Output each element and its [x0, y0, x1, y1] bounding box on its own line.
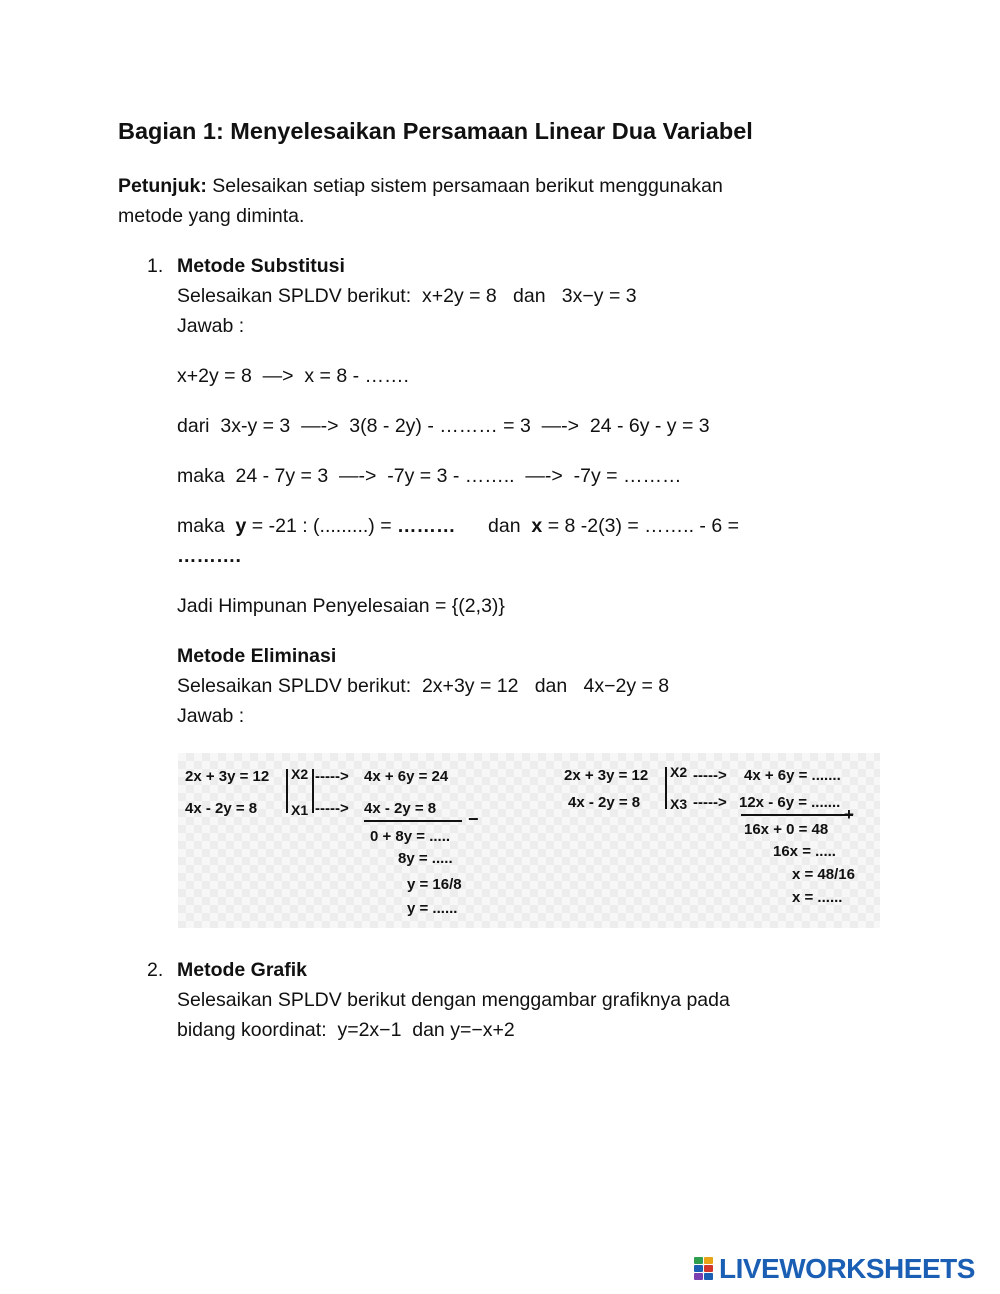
q2-heading: Metode Grafik	[177, 959, 308, 981]
q1-answer-label: Jawab :	[177, 315, 245, 337]
elim-left-res1: 4x + 6y = 24	[364, 768, 449, 785]
elim-right-sum-line	[741, 814, 853, 816]
q1-solution: Jadi Himpunan Penyelesaian = {(2,3)}	[177, 595, 505, 617]
elim-left-mult1: X2	[291, 766, 309, 782]
q1-prompt: Selesaikan SPLDV berikut: x+2y = 8 dan 3x−y = 3	[177, 285, 637, 307]
q1-step-2[interactable]: dari 3x-y = 3 —-> 3(8 - 2y) - ……… = 3 —-> 24 - 6y - y = 3	[177, 415, 710, 437]
elim-left-eq2: 4x - 2y = 8	[185, 800, 258, 817]
elim-left-sum-line	[364, 820, 462, 822]
elim-right-mult2: X3	[670, 796, 688, 812]
elim-right-r4[interactable]: x = ......	[792, 889, 843, 906]
elim-left-r3: y = 16/8	[407, 876, 462, 893]
elim-left-r2[interactable]: 8y = .....	[398, 850, 453, 867]
liveworksheets-icon	[693, 1255, 715, 1283]
elim-right-arrow2: ----->	[693, 794, 727, 811]
elim-left-arrow1: ----->	[315, 768, 349, 785]
elim-left-r4[interactable]: y = ......	[407, 900, 458, 917]
q1-heading: Metode Substitusi	[177, 255, 345, 277]
instruction-line-1	[118, 171, 723, 201]
instruction-line-2: metode yang diminta.	[118, 205, 305, 227]
elim-left-operator: −	[468, 809, 479, 829]
elim-right-r3: x = 48/16	[792, 866, 855, 883]
q1-step-4-blank-2[interactable]: ……….	[177, 545, 241, 567]
q1-step-4-blank-1[interactable]: ………	[397, 515, 456, 537]
q2-line-1: Selesaikan SPLDV berikut dengan menggambar grafiknya pada	[177, 989, 730, 1011]
elim-left-bracket-a	[286, 769, 288, 813]
elim-right-mult1: X2	[670, 764, 688, 780]
q2-line-2: bidang koordinat: y=2x−1 dan y=−x+2	[177, 1019, 515, 1041]
elim-left-bracket-b	[312, 769, 314, 813]
elim-left-res2: 4x - 2y = 8	[364, 800, 437, 817]
liveworksheets-wordmark: LIVEWORKSHEETS	[719, 1253, 975, 1284]
elim-right-res1[interactable]: 4x + 6y = .......	[744, 767, 841, 784]
elim-right-r1: 16x + 0 = 48	[744, 821, 829, 838]
instruction-text: Selesaikan setiap sistem persamaan berikut menggunakan	[206, 175, 723, 197]
q1-step-1[interactable]: x+2y = 8 —> x = 8 - …….	[177, 365, 409, 387]
elim-right-res2[interactable]: 12x - 6y = .......	[739, 794, 841, 811]
q1-number: 1.	[147, 255, 164, 277]
elim-left-arrow2: ----->	[315, 800, 349, 817]
q1-step-4-x: x	[531, 515, 543, 537]
elim-right-r2[interactable]: 16x = .....	[773, 843, 836, 860]
elim-right-bracket	[665, 767, 667, 809]
elim-right-arrow1: ----->	[693, 767, 727, 784]
elim-prompt: Selesaikan SPLDV berikut: 2x+3y = 12 dan 4x−2y = 8	[177, 675, 670, 697]
q1-step-4[interactable]	[177, 511, 739, 541]
q1-step-3[interactable]: maka 24 - 7y = 3 —-> -7y = 3 - …….. —-> -7y = ………	[177, 465, 682, 487]
elim-left-eq1: 2x + 3y = 12	[185, 768, 270, 785]
elim-left-mult2: X1	[291, 802, 309, 818]
q1-step-4-text-d: = 8 -2(3) = …….. - 6 =	[542, 515, 739, 537]
instruction-label: Petunjuk:	[118, 175, 207, 197]
liveworksheets-logo	[693, 1253, 975, 1285]
q1-step-4-text-b: = -21 : (.........) =	[246, 515, 398, 537]
elim-right-eq1: 2x + 3y = 12	[564, 767, 649, 784]
elim-answer-label: Jawab :	[177, 705, 245, 727]
elim-right-eq2: 4x - 2y = 8	[568, 794, 641, 811]
q2-number: 2.	[147, 959, 164, 981]
section-title: Bagian 1: Menyelesaikan Persamaan Linear Dua Variabel	[118, 118, 753, 144]
q1-step-4-text-a: maka	[177, 515, 236, 537]
elimination-worked-example	[178, 753, 880, 928]
q1-step-4-text-c: dan	[455, 515, 532, 537]
q1-step-4-y: y	[235, 515, 247, 537]
elim-right-operator: +	[844, 805, 854, 824]
elim-left-r1[interactable]: 0 + 8y = .....	[370, 828, 451, 845]
elim-heading: Metode Eliminasi	[177, 645, 337, 667]
